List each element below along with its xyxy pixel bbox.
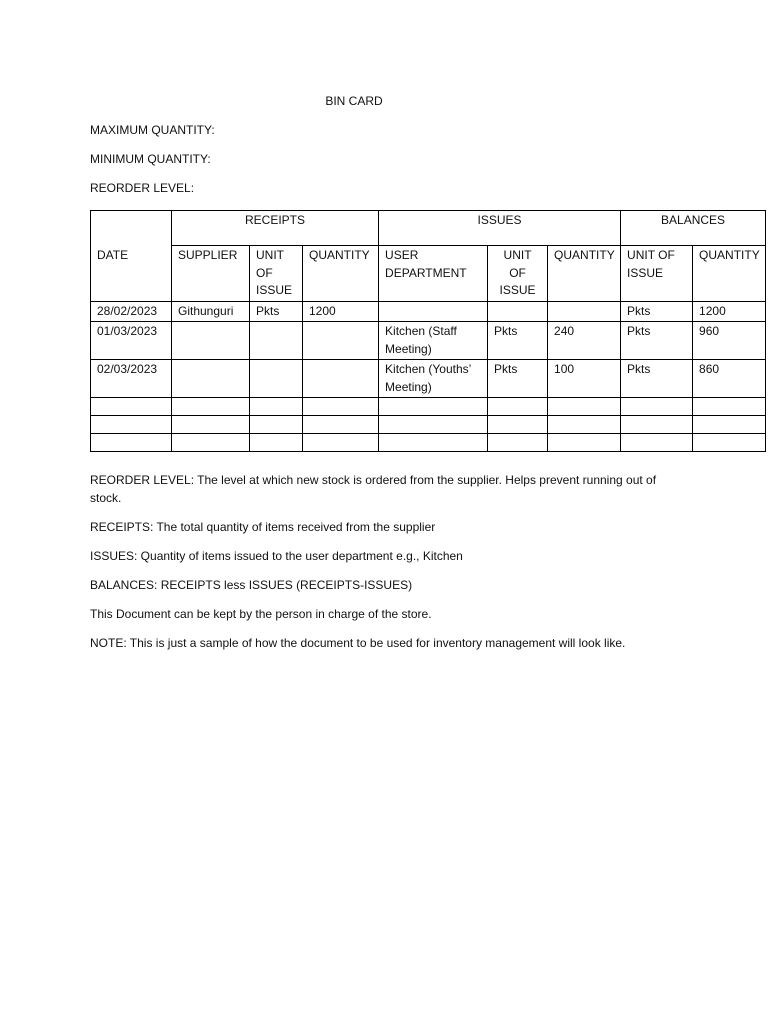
table-cell-issues-quantity [548,301,621,322]
table-cell-receipts-unit [250,360,303,398]
table-cell-user-department [379,301,488,322]
table-cell-receipts-quantity [303,360,379,398]
table-cell-user-department: Kitchen (Youths’ Meeting) [379,360,488,398]
table-cell-empty [250,398,303,416]
issues-quantity-header: QUANTITY [548,246,621,302]
table-cell-empty [548,416,621,434]
note-balances: BALANCES: RECEIPTS less ISSUES (RECEIPTS-ISSUES) [90,578,413,592]
table-cell-receipts-quantity [303,322,379,360]
table-group-header-row [91,211,766,246]
table-cell-supplier [172,360,250,398]
table-cell-empty [250,416,303,434]
table-cell-empty [488,434,548,452]
table-cell-empty [621,416,693,434]
table-cell-balances-quantity: 1200 [693,301,766,322]
table-cell-receipts-unit: Pkts [250,301,303,322]
table-cell-empty [379,398,488,416]
table-cell-empty [172,416,250,434]
table-cell-issues-unit [488,301,548,322]
min-quantity-label: MINIMUM QUANTITY: [90,152,211,166]
note-receipts: RECEIPTS: The total quantity of items received from the supplier [90,520,436,534]
table-cell-date: 02/03/2023 [91,360,172,398]
table-cell-empty [303,398,379,416]
table-cell-balances-quantity: 860 [693,360,766,398]
table-cell-empty [693,398,766,416]
table-cell-empty [621,434,693,452]
receipts-header: RECEIPTS [172,211,379,246]
table-cell-empty [91,434,172,452]
note-reorder-level: REORDER LEVEL: The level at which new stock is ordered from the supplier. Helps prevent running out of stock. [90,473,657,505]
table-row [91,301,766,322]
receipts-supplier-header: SUPPLIER [172,246,250,302]
receipts-unit-header: UNIT OF ISSUE [250,246,303,302]
table-cell-issues-unit: Pkts [488,322,548,360]
table-cell-empty [379,416,488,434]
table-cell-issues-unit: Pkts [488,360,548,398]
table-cell-user-department: Kitchen (Staff Meeting) [379,322,488,360]
table-cell-balances-unit: Pkts [621,360,693,398]
table-subheader-row [91,246,766,302]
table-cell-empty [693,434,766,452]
table-cell-date: 01/03/2023 [91,322,172,360]
table-cell-empty [172,398,250,416]
table-cell-empty [379,434,488,452]
table-cell-receipts-quantity: 1200 [303,301,379,322]
table-cell-empty [548,434,621,452]
document-title: BIN CARD [325,94,383,108]
balances-quantity-header: QUANTITY [693,246,766,302]
table-cell-supplier: Githunguri [172,301,250,322]
balances-header: BALANCES [621,211,766,246]
issues-user-department-header: USER DEPARTMENT [379,246,488,302]
table-cell-balances-unit: Pkts [621,301,693,322]
table-cell-empty [303,434,379,452]
table-cell-date: 28/02/2023 [91,301,172,322]
table-cell-empty [488,398,548,416]
balances-unit-header: UNIT OF ISSUE [621,246,693,302]
table-cell-issues-quantity: 100 [548,360,621,398]
table-cell-supplier [172,322,250,360]
table-cell-balances-quantity: 960 [693,322,766,360]
note-custody: This Document can be kept by the person in charge of the store. [90,607,432,621]
table-cell-empty [621,398,693,416]
issues-unit-header: UNIT OF ISSUE [488,246,548,302]
note-issues: ISSUES: Quantity of items issued to the user department e.g., Kitchen [90,549,463,563]
table-cell-empty [488,416,548,434]
reorder-level-label: REORDER LEVEL: [90,181,195,195]
bin-card-table [90,210,766,452]
table-cell-empty [548,398,621,416]
table-cell-empty [91,416,172,434]
table-row [91,360,766,398]
table-cell-empty [250,434,303,452]
table-cell-empty [91,398,172,416]
receipts-quantity-header: QUANTITY [303,246,379,302]
table-cell-empty [303,416,379,434]
issues-header: ISSUES [379,211,621,246]
table-row [91,322,766,360]
table-row-empty [91,434,766,452]
table-cell-receipts-unit [250,322,303,360]
table-cell-issues-quantity: 240 [548,322,621,360]
table-row-empty [91,398,766,416]
table-cell-empty [693,416,766,434]
max-quantity-label: MAXIMUM QUANTITY: [90,123,215,137]
notes-section [90,471,690,663]
date-header: DATE [91,211,172,302]
note-sample: NOTE: This is just a sample of how the document to be used for inventory management will look like. [90,636,626,650]
table-row-empty [91,416,766,434]
table-cell-empty [172,434,250,452]
table-cell-balances-unit: Pkts [621,322,693,360]
